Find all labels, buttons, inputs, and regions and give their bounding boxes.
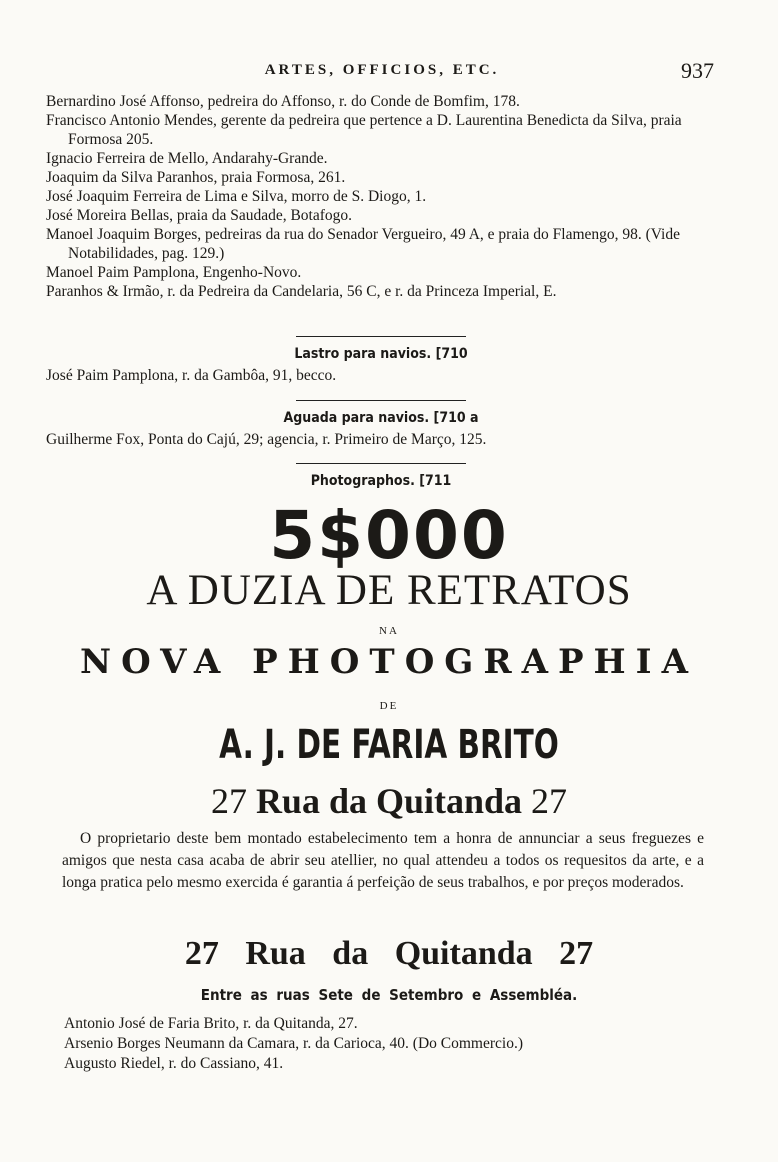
list-item: Manoel Paim Pamplona, Engenho-Novo.: [46, 264, 302, 281]
ad-paragraph: O proprietario deste bem montado estabelecimento tem a honra de annunciar a seus freguezes e amigos que nesta casa acaba de abrir seu atellier, no qual attendeu a todos os requesitos da arte, e a longa pratica pelo mesmo exercida é garantia á perfeição de seus trabalhos, e por preços moderados.: [62, 830, 704, 891]
address-number: 27: [210, 781, 247, 821]
address-number: 27: [531, 781, 568, 821]
ad-de: DE: [379, 700, 399, 712]
section-heading: Lastro para navios. [710: [294, 346, 468, 362]
aguada-section: [46, 400, 716, 449]
section-heading: Aguada para navios. [710 a: [283, 410, 479, 426]
list-item: José Joaquim Ferreira de Lima e Silva, morro de S. Diogo, 1.: [46, 188, 427, 205]
ad-owner: A. J. DE FARIA BRITO: [219, 722, 559, 768]
list-item: Arsenio Borges Neumann da Camara, r. da Carioca, 40. (Do Commercio.): [64, 1035, 523, 1052]
address-street: Rua da Quitanda: [255, 781, 523, 821]
ad-studio-name: NOVA PHOTOGRAPHIA: [80, 642, 698, 682]
page-number: 937: [681, 58, 714, 83]
ad-address: [0, 780, 778, 822]
section-divider: [296, 463, 466, 464]
section-heading: Photographos. [711: [310, 473, 452, 489]
photographos-section: [46, 463, 716, 491]
ad-address-repeat: 27 Rua da Quitanda 27: [184, 935, 594, 972]
list-item: Francisco Antonio Mendes, gerente da pedreira que pertence a D. Laurentina Benedicta da Silva, praia Formosa 205.: [46, 112, 682, 148]
section-divider: [296, 336, 466, 337]
photographos-list: [64, 1014, 712, 1074]
list-item: José Paim Pamplona, r. da Gambôa, 91, becco.: [46, 367, 337, 384]
ad-na: NA: [379, 625, 399, 637]
ad-headline: A DUZIA DE RETRATOS: [146, 567, 632, 614]
list-item: Guilherme Fox, Ponta do Cajú, 29; agencia, r. Primeiro de Março, 125.: [46, 431, 487, 448]
pedreiras-list: [46, 92, 716, 301]
list-item: Ignacio Ferreira de Mello, Andarahy-Grande.: [46, 150, 328, 167]
list-item: Augusto Riedel, r. do Cassiano, 41.: [64, 1055, 284, 1072]
ad-price: 5$000: [269, 497, 509, 574]
list-item: Bernardino José Affonso, pedreira do Affonso, r. do Conde de Bomfim, 178.: [46, 93, 520, 110]
list-item: Antonio José de Faria Brito, r. da Quitanda, 27.: [64, 1015, 358, 1032]
page-header: [46, 58, 718, 86]
lastro-section: [46, 336, 716, 385]
list-item: Paranhos & Irmão, r. da Pedreira da Candelaria, 56 C, e r. da Princeza Imperial, E.: [46, 283, 557, 300]
list-item: Manoel Joaquim Borges, pedreiras da rua do Senador Vergueiro, 49 A, e praia do Flamengo, 98. (Vide Notabilidades, pag. 129.): [46, 226, 680, 262]
ad-cross-streets: Entre as ruas Sete de Setembro e Assembléa.: [200, 986, 578, 1004]
list-item: Joaquim da Silva Paranhos, praia Formosa, 261.: [46, 169, 346, 186]
running-title: ARTES, OFFICIOS, ETC.: [264, 62, 500, 78]
list-item: José Moreira Bellas, praia da Saudade, Botafogo.: [46, 207, 353, 224]
section-divider: [296, 400, 466, 401]
